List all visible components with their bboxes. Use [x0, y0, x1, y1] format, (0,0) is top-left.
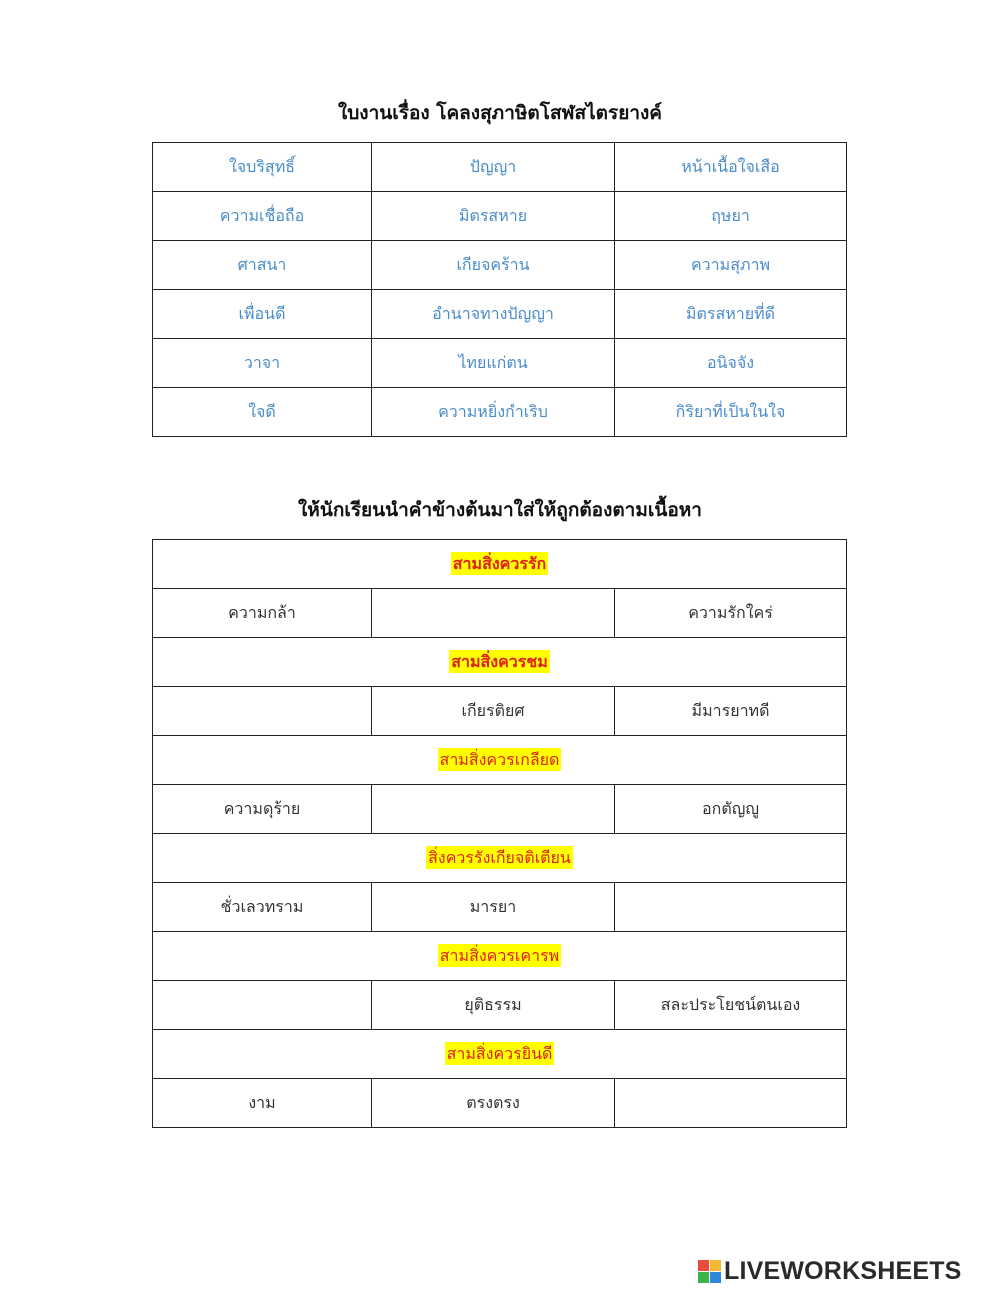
section-heading-row	[153, 932, 847, 981]
answer-cell: อกตัญญู	[615, 785, 847, 834]
word-bank-table	[152, 142, 847, 437]
logo-mark-icon	[698, 1260, 721, 1283]
worksheet-title: ใบงานเรื่อง โคลงสุภาษิตโสฬสไตรยางค์	[337, 102, 663, 124]
section-heading	[153, 834, 847, 883]
section-heading-row	[153, 1030, 847, 1079]
answer-row	[153, 687, 847, 736]
word-bank-row	[153, 290, 847, 339]
answer-cell: มารยา	[372, 883, 615, 932]
word-bank-row	[153, 241, 847, 290]
answer-cell: สละประโยชน์ตนเอง	[615, 981, 847, 1030]
logo-text: LIVEWORKSHEETS	[724, 1256, 962, 1285]
answer-cell: งาม	[153, 1079, 372, 1128]
word-bank-row	[153, 388, 847, 437]
section-heading-label: สามสิ่งควรเคารพ	[439, 945, 560, 965]
instruction-text: ให้นักเรียนนำคำข้างต้นมาใส่ให้ถูกต้องตามเนื้อหา	[298, 499, 702, 521]
word-bank-word[interactable]: หน้าเนื้อใจเสือ	[615, 143, 847, 192]
section-heading	[153, 932, 847, 981]
liveworksheets-logo	[698, 1254, 962, 1288]
word-bank-word[interactable]: ใจดี	[153, 388, 372, 437]
section-heading	[153, 1030, 847, 1079]
section-heading-row	[153, 736, 847, 785]
logo-square	[698, 1260, 709, 1271]
logo-square	[710, 1260, 721, 1271]
word-bank-word[interactable]: ศาสนา	[153, 241, 372, 290]
answer-cell: ยุติธรรม	[372, 981, 615, 1030]
section-heading-row	[153, 638, 847, 687]
answer-row	[153, 589, 847, 638]
logo-square	[698, 1272, 709, 1283]
answer-row	[153, 981, 847, 1030]
word-bank-word[interactable]: อำนาจทางปัญญา	[372, 290, 615, 339]
answer-cell: ความรักใคร่	[615, 589, 847, 638]
section-heading	[153, 638, 847, 687]
section-heading-label: สามสิ่งควรเกลียด	[439, 749, 560, 769]
word-bank-word[interactable]: มิตรสหาย	[372, 192, 615, 241]
word-bank-row	[153, 143, 847, 192]
answer-table	[152, 539, 847, 1128]
word-bank-word[interactable]: วาจา	[153, 339, 372, 388]
word-bank-word[interactable]: มิตรสหายที่ดี	[615, 290, 847, 339]
answer-cell: เกียรติยศ	[372, 687, 615, 736]
word-bank-word[interactable]: เกียจคร้าน	[372, 241, 615, 290]
word-bank-word[interactable]: อนิจจัง	[615, 339, 847, 388]
answer-drop-slot[interactable]	[372, 785, 615, 834]
word-bank-word[interactable]: กิริยาที่เป็นในใจ	[615, 388, 847, 437]
word-bank-word[interactable]: ความเชื่อถือ	[153, 192, 372, 241]
answer-drop-slot[interactable]	[153, 687, 372, 736]
section-heading-label: สามสิ่งควรชม	[451, 651, 548, 671]
answer-drop-slot[interactable]	[615, 1079, 847, 1128]
word-bank-word[interactable]: ใจบริสุทธิ์	[153, 143, 372, 192]
word-bank-word[interactable]: เพื่อนดี	[153, 290, 372, 339]
section-heading-row	[153, 834, 847, 883]
answer-cell: ความกล้า	[153, 589, 372, 638]
answer-drop-slot[interactable]	[615, 883, 847, 932]
word-bank-word[interactable]: ปัญญา	[372, 143, 615, 192]
section-heading	[153, 736, 847, 785]
section-heading	[153, 540, 847, 589]
answer-cell: ชั่วเลวทราม	[153, 883, 372, 932]
section-heading-label: สามสิ่งควรยินดี	[446, 1043, 553, 1063]
answer-drop-slot[interactable]	[372, 589, 615, 638]
answer-row	[153, 1079, 847, 1128]
word-bank-word[interactable]: ความหยิ่งกำเริบ	[372, 388, 615, 437]
word-bank-word[interactable]: ฤษยา	[615, 192, 847, 241]
answer-drop-slot[interactable]	[153, 981, 372, 1030]
answer-cell: ตรงตรง	[372, 1079, 615, 1128]
answer-row	[153, 883, 847, 932]
word-bank-row	[153, 339, 847, 388]
answer-row	[153, 785, 847, 834]
answer-cell: มีมารยาทดี	[615, 687, 847, 736]
section-heading-row	[153, 540, 847, 589]
word-bank-row	[153, 192, 847, 241]
section-heading-label: สามสิ่งควรรัก	[452, 553, 547, 573]
answer-cell: ความดุร้าย	[153, 785, 372, 834]
word-bank-word[interactable]: ไทยแก่ตน	[372, 339, 615, 388]
word-bank-word[interactable]: ความสุภาพ	[615, 241, 847, 290]
logo-square	[710, 1272, 721, 1283]
section-heading-label: สิ่งควรรังเกียจติเตียน	[428, 847, 571, 867]
